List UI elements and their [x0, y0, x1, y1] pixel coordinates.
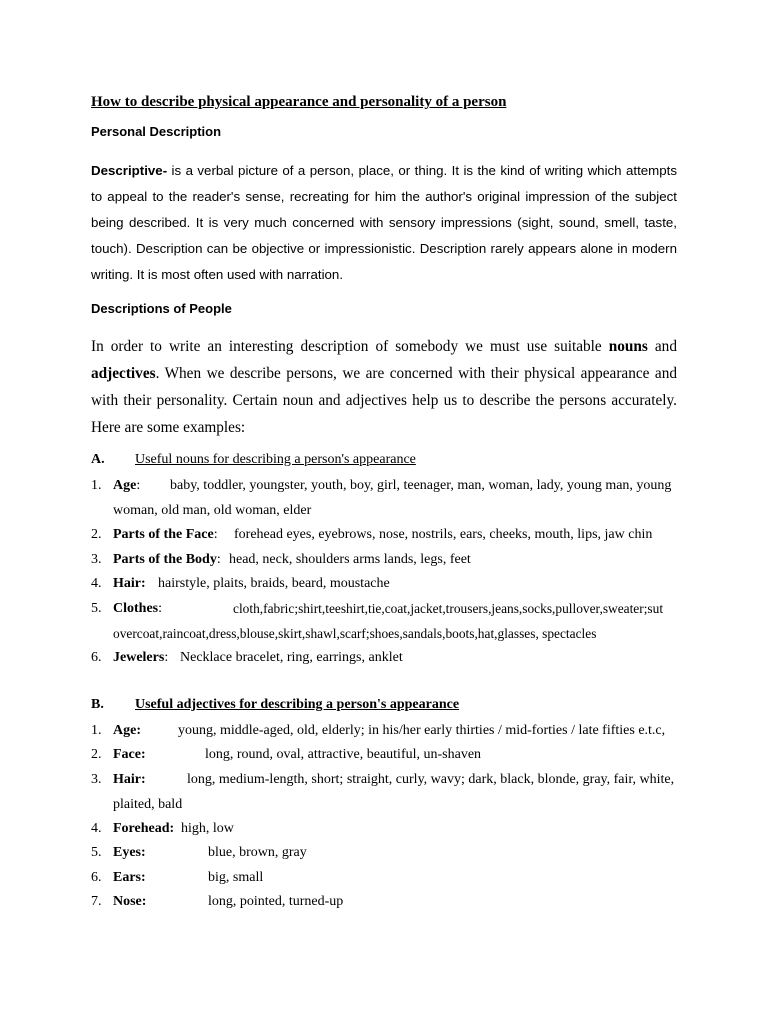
intro-text-2: and: [647, 338, 677, 355]
item-value: blue, brown, gray: [208, 845, 307, 860]
descriptive-term: Descriptive-: [91, 163, 168, 178]
section-a-letter: A.: [91, 452, 105, 467]
item-key: Age:: [113, 723, 141, 738]
item-number: 6.: [91, 870, 102, 885]
item-value: hairstyle, plaits, braids, beard, moustache: [158, 576, 390, 591]
intro-text-3: . When we describe persons, we are concerned with their physical appearance and with their personality. Certain noun and adjectives help us to describe the persons accurately. Here are some examples:: [91, 365, 677, 436]
intro-text-1: In order to write an interesting description of somebody we must use suitable: [91, 338, 609, 355]
item-key: Eyes:: [113, 845, 146, 860]
item-value: long, medium-length, short; straight, curly, wavy; dark, black, blonde, gray, fair, white,: [187, 772, 675, 787]
item-value: long, pointed, turned-up: [208, 894, 344, 909]
item-value-continued: plaited, bald: [113, 796, 183, 812]
item-value: Necklace bracelet, ring, earrings, anklet: [180, 650, 403, 665]
item-value: high, low: [181, 821, 234, 836]
item-number: 3.: [91, 552, 102, 567]
item-key: Clothes:: [113, 601, 163, 616]
item-value: young, middle-aged, old, elderly; in his/her early thirties / mid-forties / late fifties e.t.c,: [178, 723, 666, 738]
descriptions-of-people-heading: Descriptions of People: [91, 301, 232, 316]
item-number: 1.: [91, 723, 102, 738]
item-key: Parts of the Body:: [113, 552, 221, 567]
descriptive-paragraph: [91, 158, 677, 288]
item-key: Hair:: [113, 772, 146, 787]
item-number: 2.: [91, 527, 102, 542]
item-key: Nose:: [113, 894, 147, 909]
intro-bold-nouns: nouns: [608, 338, 648, 355]
item-value-continued: woman, old man, old woman, elder: [113, 502, 312, 518]
item-value: head, neck, shoulders arms lands, legs, feet: [229, 552, 471, 567]
item-key: Forehead:: [113, 821, 175, 836]
item-value-continued: overcoat,raincoat,dress,blouse,skirt,shawl,scarf;shoes,sandals,boots,hat,glasses, spectacles: [113, 625, 597, 641]
item-key: Jewelers:: [113, 650, 169, 665]
section-b-letter: B.: [91, 697, 104, 712]
item-number: 3.: [91, 772, 102, 787]
item-key: Age:: [113, 478, 141, 493]
item-number: 5.: [91, 845, 102, 860]
item-number: 4.: [91, 821, 102, 836]
item-value: big, small: [208, 870, 264, 885]
item-number: 2.: [91, 747, 102, 762]
personal-description-heading: Personal Description: [91, 124, 222, 139]
item-value: baby, toddler, youngster, youth, boy, girl, teenager, man, woman, lady, young man, young: [170, 478, 672, 493]
item-key: Parts of the Face:: [113, 527, 218, 542]
intro-bold-adjectives: adjectives: [91, 365, 156, 382]
item-value: cloth,fabric;shirt,teeshirt,tie,coat,jacket,trousers,jeans,socks,pullover,sweater;sut: [233, 601, 664, 616]
item-number: 7.: [91, 894, 102, 909]
document-title: How to describe physical appearance and personality of a person: [91, 94, 507, 110]
item-number: 4.: [91, 576, 102, 591]
item-number: 5.: [91, 601, 102, 616]
item-value: forehead eyes, eyebrows, nose, nostrils, ears, cheeks, mouth, lips, jaw chin: [234, 527, 653, 542]
item-key: Hair:: [113, 576, 146, 591]
section-a-label: Useful nouns for describing a person's appearance: [135, 452, 416, 467]
section-b-label: Useful adjectives for describing a person's appearance: [135, 697, 460, 712]
intro-paragraph: [91, 333, 677, 441]
item-number: 6.: [91, 650, 102, 665]
descriptive-text: is a verbal picture of a person, place, or thing. It is the kind of writing which attempts to appeal to the reader's sense, recreating for him the author's original impression of the subject being described. It is very much concerned with sensory impressions (sight, sound, smell, taste, touch). Description can be objective or impressionistic. Description rarely appears alone in modern writing. It is most often used with narration.: [91, 163, 677, 282]
item-key: Ears:: [113, 870, 146, 885]
item-value: long, round, oval, attractive, beautiful, un-shaven: [205, 747, 482, 762]
item-key: Face:: [113, 747, 146, 762]
item-number: 1.: [91, 478, 102, 493]
